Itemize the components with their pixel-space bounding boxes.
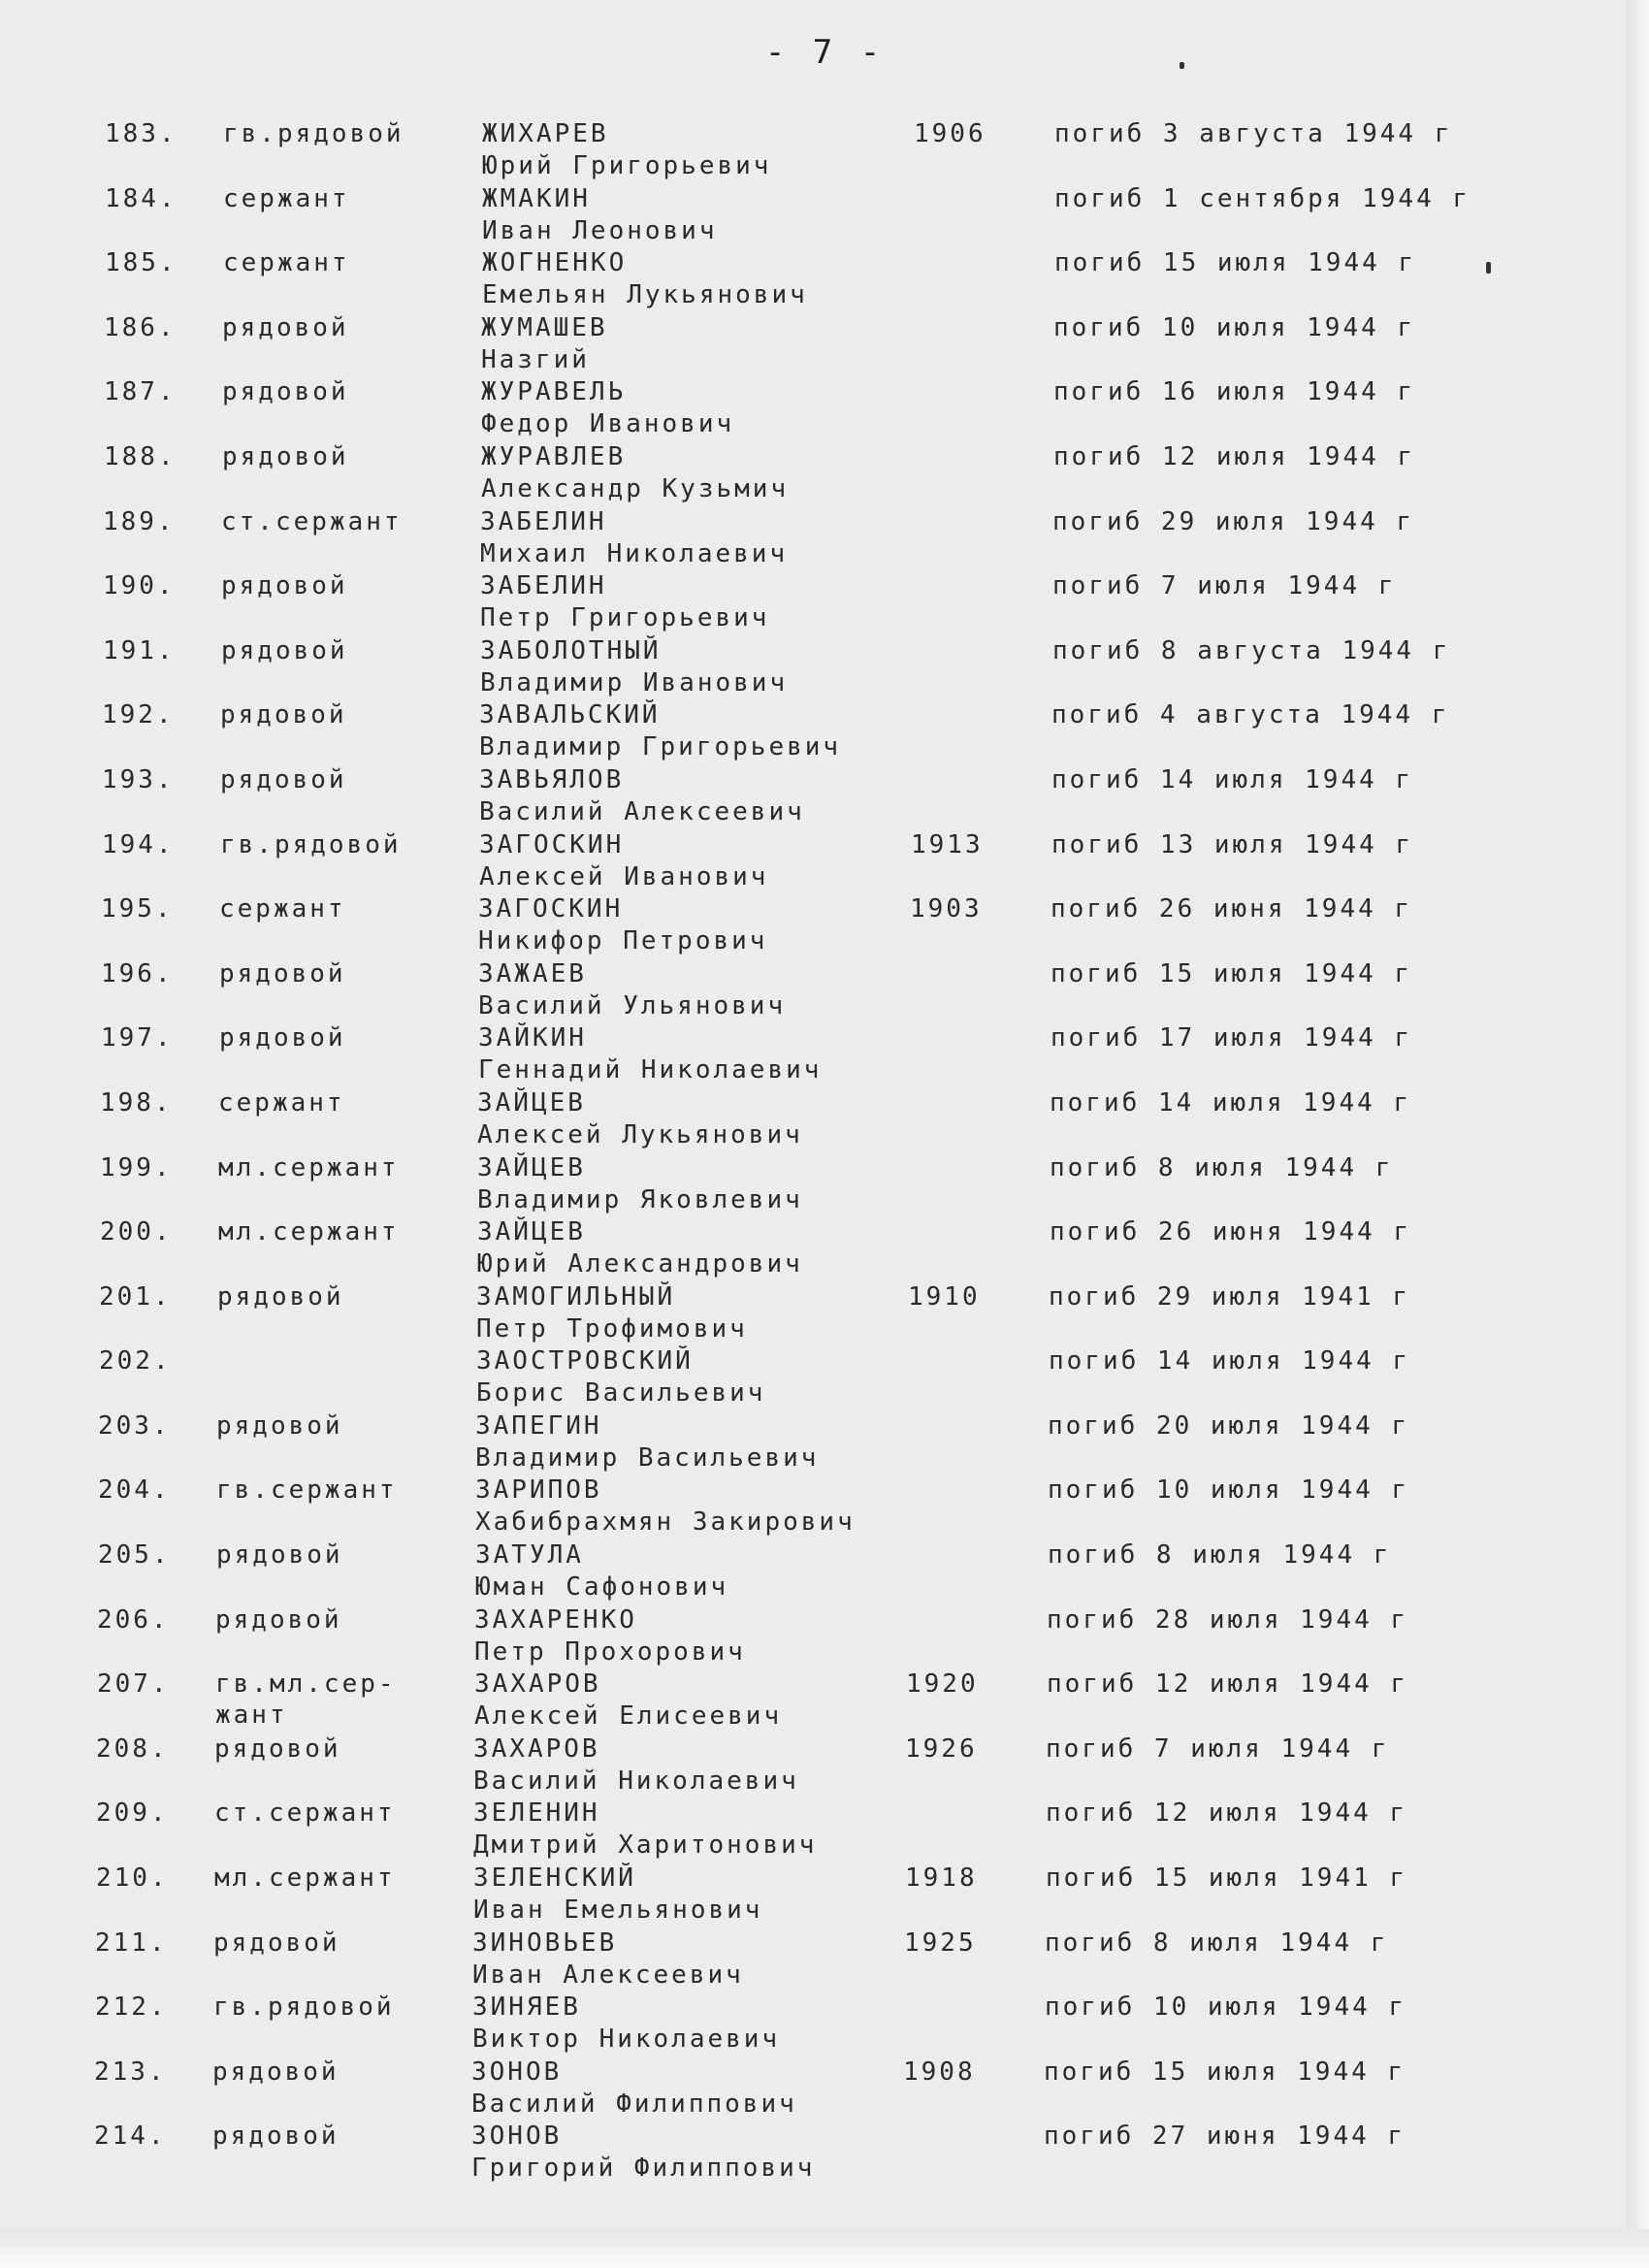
record-given-names: Петр Трофимович [476, 1313, 748, 1344]
record-surname: ЗАХАРОВ [474, 1669, 601, 1700]
record-row [0, 1403, 1642, 1473]
record-death-date: погиб 14 июля 1944 г [1050, 1087, 1412, 1118]
record-given-names: Григорий Филиппович [471, 2154, 816, 2184]
record-surname: ЗАЙЦЕВ [477, 1087, 586, 1118]
speck-mark [1180, 62, 1184, 69]
record-number: 212. [95, 1993, 168, 2023]
record-row [0, 1532, 1642, 1603]
record-number: 207. [97, 1669, 170, 1700]
record-surname: ЖУМАШЕВ [481, 312, 608, 342]
record-surname: ЖМАКИН [482, 183, 591, 213]
record-death-date: погиб 20 июля 1944 г [1048, 1410, 1410, 1441]
record-given-names: Владимир Иванович [480, 667, 789, 697]
record-surname: ЖУРАВЕЛЬ [481, 377, 627, 407]
record-death-date: погиб 12 июля 1944 г [1046, 1798, 1408, 1829]
record-death-date: погиб 15 июля 1944 г [1044, 2057, 1406, 2087]
record-surname: ЗАХАРОВ [473, 1733, 600, 1764]
record-given-names: Никифор Петрович [478, 926, 768, 956]
record-death-date: погиб 4 августа 1944 г [1051, 700, 1450, 730]
record-given-names: Назгий [481, 344, 590, 374]
record-row [0, 1080, 1644, 1150]
record-given-names: Иван Емельянович [473, 1895, 763, 1926]
record-death-date: погиб 8 июля 1944 г [1045, 1928, 1389, 1958]
record-birth-year: 1920 [906, 1669, 979, 1700]
record-birth-year: 1906 [914, 119, 986, 148]
record-death-date: погиб 7 июля 1944 г [1052, 571, 1397, 601]
record-row [0, 1661, 1641, 1732]
record-surname: ЗАРИПОВ [475, 1475, 602, 1506]
record-number: 198. [100, 1087, 173, 1118]
record-given-names: Василий Ульянович [478, 990, 787, 1021]
record-number: 190. [103, 571, 176, 601]
record-surname: ЗОНОВ [471, 2122, 563, 2152]
record-row [0, 499, 1647, 568]
record-rank: рядовой [220, 700, 347, 730]
record-surname: ЗАЖАЕВ [478, 958, 587, 988]
record-surname: ЗАЙЦЕВ [477, 1152, 586, 1183]
record-number: 185. [105, 248, 178, 278]
record-rank: мл.сержант [218, 1217, 400, 1247]
record-row [0, 2113, 1638, 2184]
record-number: 208. [96, 1733, 169, 1764]
record-row [0, 1145, 1644, 1215]
record-number: 211. [95, 1928, 168, 1958]
record-death-date: погиб 16 июля 1944 г [1053, 377, 1416, 407]
record-surname: ЗАГОСКИН [479, 829, 625, 859]
record-surname: ЗАПЕГИН [475, 1410, 602, 1441]
record-row [0, 628, 1647, 697]
record-birth-year: 1903 [910, 894, 983, 924]
record-death-date: погиб 8 июля 1944 г [1050, 1152, 1394, 1183]
record-row [0, 1015, 1645, 1085]
record-rank: рядовой [222, 377, 349, 407]
record-number: 188. [104, 441, 177, 471]
record-number: 196. [101, 958, 174, 988]
record-rank: рядовой [214, 1733, 341, 1764]
record-death-date: погиб 15 июля 1944 г [1051, 958, 1413, 988]
record-surname: ЗЕЛЕНСКИЙ [473, 1863, 636, 1894]
record-rank: ст.сержант [221, 506, 403, 536]
record-row [0, 111, 1649, 180]
record-number: 201. [99, 1281, 172, 1312]
record-rank: рядовой [212, 2122, 340, 2152]
record-row [0, 757, 1646, 826]
record-rank: ст.сержант [214, 1798, 396, 1829]
record-row [0, 1467, 1642, 1538]
record-surname: ЗАВЬЯЛОВ [479, 764, 625, 794]
record-number: 195. [101, 894, 174, 924]
record-given-names: Иван Алексеевич [472, 1960, 744, 1990]
record-death-date: погиб 8 июля 1944 г [1048, 1540, 1392, 1571]
record-surname: ЖОГНЕНКО [482, 248, 628, 278]
record-number: 183. [105, 119, 178, 148]
record-surname: ЗАБОЛОТНЫЙ [480, 635, 662, 665]
record-given-names: Федор Иванович [481, 409, 735, 439]
record-row [0, 1338, 1643, 1409]
record-given-names: Борис Васильевич [476, 1378, 766, 1409]
page-edge-bottom [0, 2229, 1649, 2268]
record-given-names: Юман Сафонович [475, 1572, 729, 1603]
record-number: 203. [98, 1410, 171, 1441]
record-given-names: Василий Филиппович [471, 2089, 797, 2119]
record-row [0, 822, 1646, 891]
record-death-date: погиб 7 июля 1944 г [1046, 1733, 1390, 1764]
record-given-names: Алексей Лукьянович [477, 1119, 803, 1150]
record-number: 204. [98, 1475, 171, 1506]
record-death-date: погиб 8 августа 1944 г [1052, 635, 1451, 665]
record-given-names: Юрий Александрович [477, 1249, 803, 1280]
record-rank: рядовой [222, 312, 349, 342]
record-birth-year: 1910 [908, 1281, 981, 1312]
record-surname: ЗЕЛЕНИН [473, 1798, 600, 1829]
record-number: 202. [99, 1346, 172, 1377]
record-row [0, 1790, 1640, 1861]
record-birth-year: 1925 [904, 1928, 977, 1958]
record-surname: ЗИНОВЬЕВ [472, 1928, 618, 1958]
record-number: 194. [102, 829, 175, 859]
record-given-names: Хабибрахмян Закирович [475, 1507, 856, 1538]
record-rank: рядовой [221, 635, 348, 665]
record-rank: рядовой [221, 571, 348, 601]
record-death-date: погиб 29 июля 1941 г [1049, 1281, 1411, 1312]
record-surname: ЗАТУЛА [475, 1540, 584, 1571]
record-death-date: погиб 26 июня 1944 г [1051, 894, 1413, 924]
record-given-names: Владимир Яковлевич [477, 1184, 803, 1215]
record-surname: ЗИНЯЕВ [472, 1993, 581, 2023]
page-number: - 7 - [764, 33, 885, 72]
record-rank: рядовой [219, 1023, 346, 1053]
record-number: 186. [104, 312, 177, 342]
record-row [0, 176, 1649, 245]
record-death-date: погиб 27 июня 1944 г [1044, 2122, 1406, 2152]
record-number: 200. [100, 1217, 173, 1247]
record-given-names: Василий Алексеевич [479, 796, 805, 826]
record-row [0, 369, 1648, 439]
record-number: 213. [94, 2057, 167, 2087]
record-number: 189. [103, 506, 176, 536]
record-surname: ЗАЙКИН [478, 1023, 587, 1053]
record-surname: ЗОНОВ [471, 2057, 563, 2087]
record-row [0, 1274, 1643, 1344]
record-row [0, 692, 1646, 762]
record-given-names: Михаил Николаевич [480, 538, 789, 568]
record-row [0, 2049, 1638, 2119]
record-death-date: погиб 15 июля 1941 г [1046, 1863, 1408, 1894]
record-rank: сержант [218, 1087, 345, 1118]
record-death-date: погиб 12 июля 1944 г [1047, 1669, 1409, 1700]
record-rank: мл.сержант [218, 1152, 400, 1183]
record-given-names: Владимир Васильевич [475, 1442, 820, 1473]
record-birth-year: 1913 [911, 829, 984, 859]
record-row [0, 1984, 1639, 2055]
record-rank: рядовой [216, 1540, 343, 1571]
record-given-names: Василий Николаевич [473, 1766, 799, 1796]
record-number: 184. [105, 183, 178, 213]
record-surname: ЗАХАРЕНКО [474, 1604, 637, 1635]
record-rank: рядовой [215, 1604, 342, 1635]
record-death-date: погиб 1 сентября 1944 г [1054, 183, 1471, 213]
record-rank: рядовой [220, 764, 347, 794]
record-rank: рядовой [213, 1928, 340, 1958]
record-rank: рядовой [216, 1410, 343, 1441]
record-given-names: Владимир Григорьевич [479, 732, 842, 762]
record-surname: ЗАБЕЛИН [480, 506, 607, 536]
record-rank: сержант [223, 248, 350, 278]
record-given-names: Петр Прохорович [474, 1636, 746, 1667]
record-rank: рядовой [219, 958, 346, 988]
record-birth-year: 1918 [905, 1863, 978, 1894]
record-number: 191. [103, 635, 176, 665]
record-number: 205. [98, 1540, 171, 1571]
record-rank: гв.мл.сер- [215, 1669, 397, 1700]
record-death-date: погиб 10 июля 1944 г [1048, 1475, 1410, 1506]
record-death-date: погиб 12 июля 1944 г [1053, 441, 1416, 471]
record-rank: сержант [219, 894, 346, 924]
record-birth-year: 1908 [903, 2057, 976, 2087]
record-rank: рядовой [222, 441, 349, 471]
record-row [0, 240, 1649, 310]
record-row [0, 886, 1645, 956]
record-rank: мл.сержант [214, 1863, 396, 1894]
record-number: 206. [97, 1604, 170, 1635]
record-number: 187. [104, 377, 177, 407]
record-given-names: Дмитрий Харитонович [473, 1831, 818, 1861]
record-number: 193. [102, 764, 175, 794]
record-row [0, 1726, 1640, 1796]
record-surname: ЗАВАЛЬСКИЙ [479, 700, 661, 730]
record-death-date: погиб 26 июня 1944 г [1050, 1217, 1412, 1247]
record-given-names: Геннадий Николаевич [478, 1055, 823, 1085]
record-death-date: погиб 3 августа 1944 г [1054, 119, 1453, 148]
record-rank: рядовой [212, 2057, 340, 2087]
record-death-date: погиб 10 июля 1944 г [1045, 1993, 1407, 2023]
record-rank: гв.сержант [216, 1475, 398, 1506]
record-death-date: погиб 14 июля 1944 г [1051, 764, 1414, 794]
record-death-date: погиб 29 июля 1944 г [1052, 506, 1415, 536]
record-rank: сержант [223, 183, 350, 213]
record-birth-year: 1926 [905, 1733, 978, 1764]
record-row [0, 434, 1648, 503]
record-given-names: Виктор Николаевич [472, 2025, 781, 2055]
record-surname: ЗАГОСКИН [478, 894, 624, 924]
record-row [0, 305, 1648, 374]
record-death-date: погиб 15 июля 1944 г [1054, 248, 1417, 278]
record-given-names: Алексей Иванович [479, 861, 769, 891]
record-rank: гв.рядовой [223, 119, 404, 148]
record-surname: ЗАМОГИЛЬНЫЙ [476, 1281, 676, 1312]
record-number: 197. [101, 1023, 174, 1053]
record-number: 192. [102, 700, 175, 730]
record-row [0, 1855, 1640, 1926]
record-number: 214. [94, 2122, 167, 2152]
record-surname: ЖУРАВЛЕВ [481, 441, 627, 471]
record-rank-continued: жант [215, 1701, 288, 1731]
record-surname: ЗАБЕЛИН [480, 571, 607, 601]
record-rank: гв.рядовой [213, 1993, 395, 2023]
record-given-names: Петр Григорьевич [480, 603, 770, 633]
record-given-names: Александр Кузьмич [481, 473, 790, 503]
record-number: 199. [100, 1152, 173, 1183]
record-rank: рядовой [217, 1281, 344, 1312]
record-row [0, 1920, 1639, 1990]
record-surname: ЗАЙЦЕВ [477, 1217, 586, 1247]
record-death-date: погиб 17 июля 1944 г [1051, 1023, 1413, 1053]
roster-list [0, 111, 1649, 2184]
record-row [0, 1209, 1644, 1280]
record-row [0, 1597, 1641, 1667]
record-death-date: погиб 13 июля 1944 г [1051, 829, 1414, 859]
record-row [0, 563, 1647, 633]
record-rank: гв.рядовой [220, 829, 402, 859]
record-number: 210. [96, 1863, 169, 1894]
record-given-names: Иван Леонович [482, 215, 718, 245]
record-given-names: Юрий Григорьевич [482, 151, 772, 180]
record-given-names: Алексей Елисеевич [474, 1701, 783, 1732]
record-surname: ЗАОСТРОВСКИЙ [476, 1346, 694, 1377]
record-surname: ЖИХАРЕВ [482, 119, 609, 148]
record-given-names: Емельян Лукьянович [482, 280, 808, 310]
record-death-date: погиб 14 июля 1944 г [1049, 1346, 1411, 1377]
record-death-date: погиб 10 июля 1944 г [1053, 312, 1416, 342]
record-death-date: погиб 28 июля 1944 г [1047, 1604, 1409, 1635]
record-number: 209. [96, 1798, 169, 1829]
record-row [0, 951, 1645, 1021]
